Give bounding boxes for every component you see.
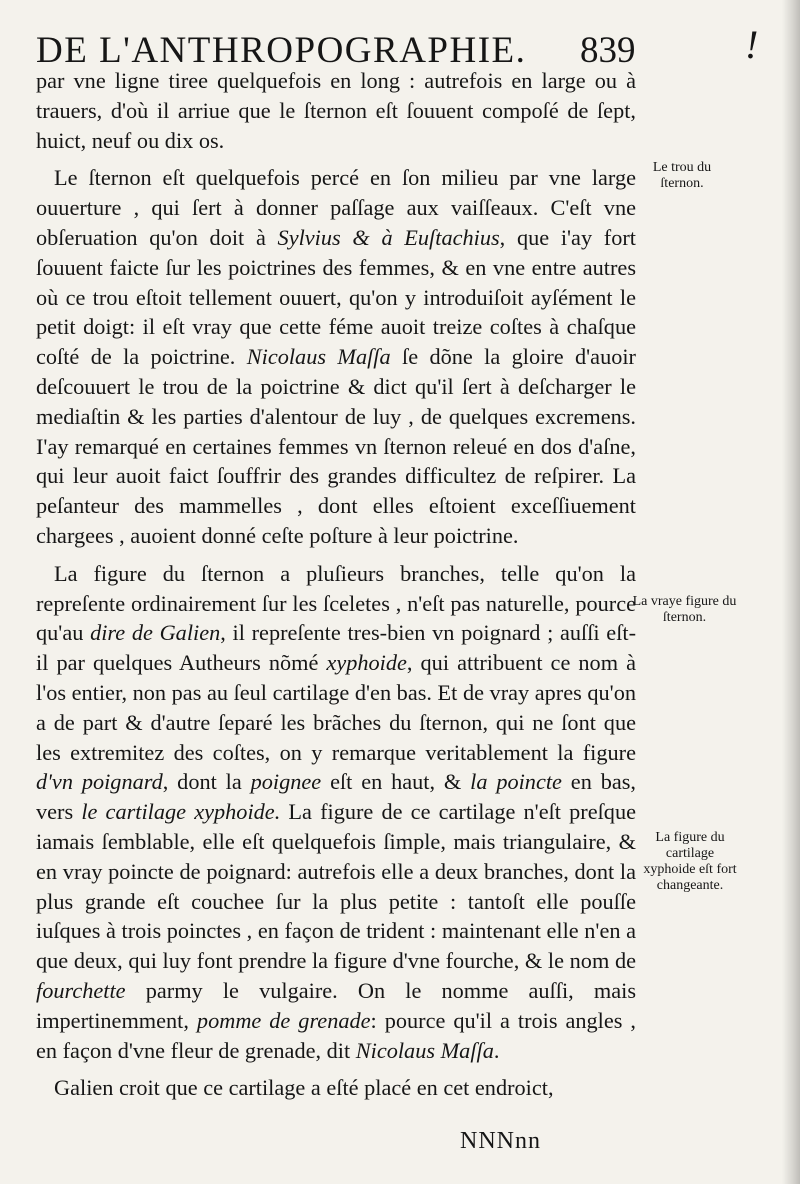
italic-text: dire de Galien	[90, 620, 221, 646]
paragraph	[36, 1073, 636, 1103]
text-run: , dont la	[162, 769, 251, 795]
text-run: .	[493, 1037, 500, 1063]
italic-text: Nicolaus Maſſa	[246, 344, 391, 370]
italic-text: pomme de grenade	[196, 1007, 371, 1033]
text-run: La figure de ce cartilage n'eſt preſque iamais ſemblable, elle eſt quelquefois ſimple, mais triangulaire, & en vray poincte de poignard: autrefois elle a deux branches, dont la plus grande eſt couchee ſur la plus petite : tantoſt elle pouſſe iuſques à trois poinctes , en façon de trident : maintenant elle n'en a que deux, qui luy font prendre la figure d'vne fourche, & le nom de	[36, 799, 636, 974]
italic-text: la poincte	[470, 769, 562, 795]
body-text	[36, 66, 636, 1111]
italic-text: Sylvius & à Euſtachius	[277, 224, 500, 250]
page-number: 839	[580, 30, 636, 71]
text-run: par vne ligne tiree quelquefois en long : autrefois en large ou à trauers, d'où il arriue que le ſternon eſt ſouuent compoſé de ſept, huict, neuf ou dix os.	[36, 68, 636, 153]
paragraph	[36, 163, 636, 550]
paragraph	[36, 66, 636, 155]
margin-note: La vraye figure du ſternon.	[632, 594, 737, 625]
text-run: ſe dõne la gloire d'auoir deſcouuert le trou de la poictrine & dict qu'il ſert à deſcharger le mediaſtin & les parties d'alentour de luy , de quelques excremens. I'ay remarqué en certaines femmes vn ſternon releué en dos d'aſne, qui leur auoit faict ſouffrir des grandes difficultez de reſpirer. La peſanteur des mammelles , dont elles eſtoient exceſſiuement chargees , auoient donné ceſte poſture à leur poictrine.	[36, 344, 636, 548]
italic-text: poignee	[250, 769, 322, 795]
text-run: : pource qu'il a trois angles , en façon d'vne fleur de grenade, dit	[36, 1007, 636, 1063]
paragraph	[36, 559, 636, 1066]
italic-text: d'vn poignard	[36, 769, 163, 795]
italic-text: Nicolaus Maſſa	[355, 1037, 494, 1063]
text-run: eſt en haut, &	[321, 769, 471, 795]
text-run: Galien croit que ce cartilage a eſté placé en cet endroict,	[54, 1075, 554, 1101]
running-title: DE L'ANTHROPOGRAPHIE.	[36, 30, 527, 71]
text-run: La figure du ſternon a pluſieurs branches, telle qu'on la repreſente ordinairement ſur les ſceletes , n'eſt pas naturelle, pource qu'au	[36, 560, 636, 646]
text-run: , que i'ay fort ſouuent faicte ſur les poictrines des femmes, & en vne entre autres où ce trou eſtoit tellement ouuert, qu'on y introduiſoit ayſément le petit doigt: il eſt vray que cette féme auoit treize coſtes à chaſque coſté de la poictrine.	[36, 224, 636, 370]
italic-text: fourchette	[36, 977, 126, 1003]
italic-text: xyphoide	[326, 650, 407, 676]
text-run: Le ſternon eſt quelquefois percé en ſon milieu par vne large ouuerture , qui ſert à donner paſſage aux vaiſſeaux. C'eſt vne obſeruation qu'on doit à	[36, 165, 636, 250]
margin-note: Le trou du ſternon.	[652, 160, 712, 191]
margin-mark: !	[745, 22, 759, 67]
margin-note: La figure du cartilage xyphoide eſt fort changeante.	[643, 830, 737, 893]
text-run: , il repreſente tres-bien vn poignard ; auſſi eſt-il par quelques Autheurs nõmé	[36, 620, 637, 676]
signature-mark: NNNnn	[460, 1128, 541, 1154]
text-run: parmy le vulgaire. On le nomme auſſi, mais impertinemment,	[36, 977, 636, 1033]
page-edge-shadow	[782, 0, 800, 1184]
text-run: en bas, vers	[36, 769, 636, 825]
italic-text: le cartilage xyphoide.	[81, 799, 281, 825]
text-run: , qui attribuent ce nom à l'os entier, non pas au ſeul cartilage d'en bas. Et de vray apres qu'on a de part & d'autre ſeparé les brãches du ſternon, qui ne ſont que les extremitez des coſtes, on y remarque veritablement la figure	[36, 650, 636, 765]
